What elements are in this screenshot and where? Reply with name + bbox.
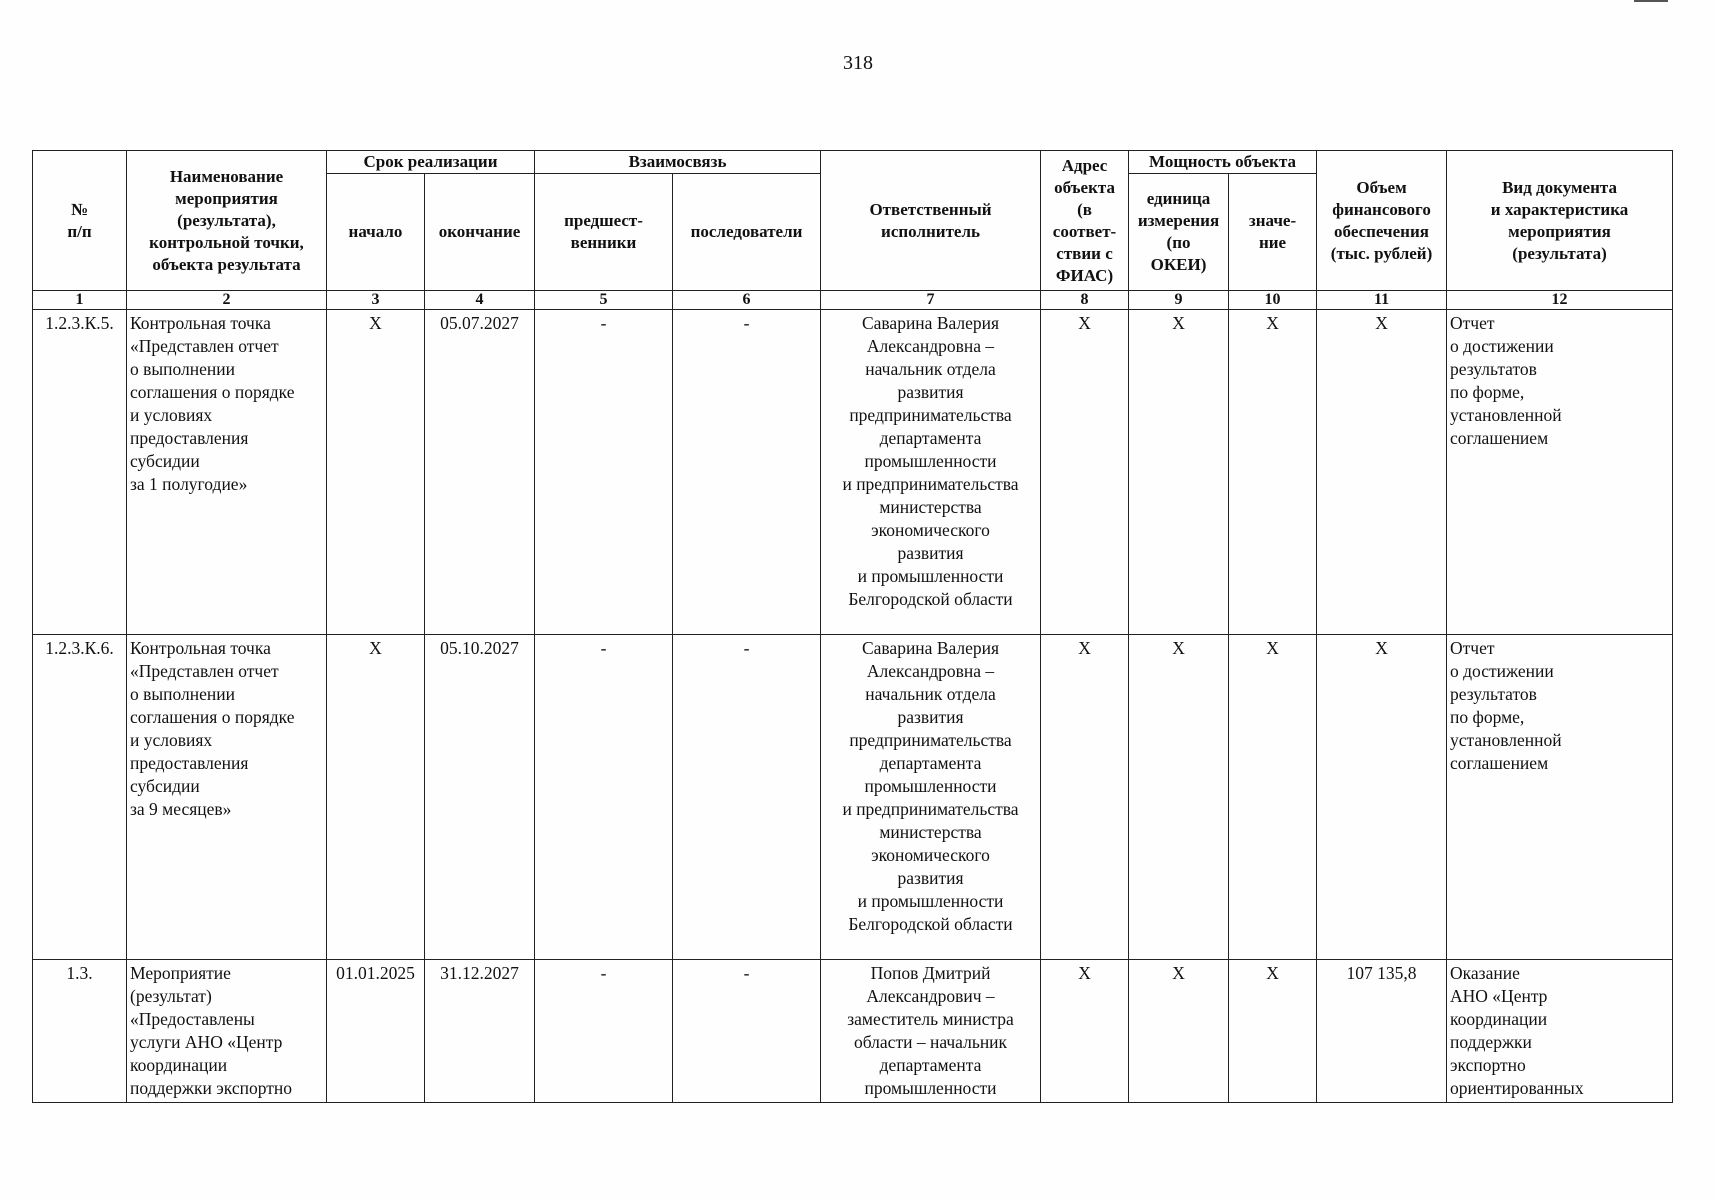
table-row xyxy=(33,635,1673,960)
row-unit: X xyxy=(1129,635,1229,960)
header-value: значе- ние xyxy=(1229,174,1317,291)
header-volume: Объем финансового обеспечения (тыс. рублей) xyxy=(1317,151,1447,291)
row-responsible: Саварина Валерия Александровна – начальник отдела развития предпринимательства департамента промышленности и предпринимательства министерства экономического развития и промышленности Белгородской области xyxy=(821,635,1041,960)
row-responsible: Саварина Валерия Александровна – начальник отдела развития предпринимательства департамента промышленности и предпринимательства министерства экономического развития и промышленности Белгородской области xyxy=(821,310,1041,635)
header-term-group: Срок реализации xyxy=(327,151,535,174)
row-num: 1.3. xyxy=(33,960,127,1103)
row-predecessors: - xyxy=(535,960,673,1103)
header-unit: единица измерения (по ОКЕИ) xyxy=(1129,174,1229,291)
table-row xyxy=(33,960,1673,1103)
row-successors: - xyxy=(673,310,821,635)
row-num: 1.2.3.К.6. xyxy=(33,635,127,960)
row-doc-type: Отчет о достижении результатов по форме, установленной соглашением xyxy=(1447,310,1673,635)
row-predecessors: - xyxy=(535,310,673,635)
row-end: 31.12.2027 xyxy=(425,960,535,1103)
header-name: Наименование мероприятия (результата), контрольной точки, объекта результата xyxy=(127,151,327,291)
row-value: X xyxy=(1229,635,1317,960)
scan-mark xyxy=(1634,0,1668,2)
row-end: 05.07.2027 xyxy=(425,310,535,635)
row-start: X xyxy=(327,310,425,635)
column-number: 12 xyxy=(1447,291,1673,310)
header-address: Адрес объекта (в соответ- ствии с ФИАС) xyxy=(1041,151,1129,291)
row-address: X xyxy=(1041,310,1129,635)
header-predecessors: предшест- венники xyxy=(535,174,673,291)
row-value: X xyxy=(1229,960,1317,1103)
row-volume: X xyxy=(1317,310,1447,635)
column-number: 2 xyxy=(127,291,327,310)
column-number: 3 xyxy=(327,291,425,310)
row-name: Мероприятие (результат) «Предоставлены услуги АНО «Центр координации поддержки экспортно xyxy=(127,960,327,1103)
row-end: 05.10.2027 xyxy=(425,635,535,960)
row-start: X xyxy=(327,635,425,960)
row-predecessors: - xyxy=(535,635,673,960)
header-successors: последователи xyxy=(673,174,821,291)
header-start: начало xyxy=(327,174,425,291)
row-volume: X xyxy=(1317,635,1447,960)
header-responsible: Ответственный исполнитель xyxy=(821,151,1041,291)
column-number: 6 xyxy=(673,291,821,310)
row-address: X xyxy=(1041,960,1129,1103)
row-volume: 107 135,8 xyxy=(1317,960,1447,1103)
row-responsible: Попов Дмитрий Александрович – заместитель министра области – начальник департамента промышленности xyxy=(821,960,1041,1103)
row-doc-type: Отчет о достижении результатов по форме, установленной соглашением xyxy=(1447,635,1673,960)
row-num: 1.2.3.К.5. xyxy=(33,310,127,635)
row-name: Контрольная точка «Представлен отчет о выполнении соглашения о порядке и условиях предоставления субсидии за 9 месяцев» xyxy=(127,635,327,960)
events-table xyxy=(32,150,1673,1103)
row-unit: X xyxy=(1129,310,1229,635)
row-doc-type: Оказание АНО «Центр координации поддержки экспортно ориентированных xyxy=(1447,960,1673,1103)
column-number: 4 xyxy=(425,291,535,310)
events-table-wrapper xyxy=(32,150,1673,1103)
row-unit: X xyxy=(1129,960,1229,1103)
column-number: 7 xyxy=(821,291,1041,310)
column-numbers-row xyxy=(33,291,1673,310)
header-num: № п/п xyxy=(33,151,127,291)
row-value: X xyxy=(1229,310,1317,635)
page-number: 318 xyxy=(843,52,873,74)
header-link-group: Взаимосвязь xyxy=(535,151,821,174)
column-number: 8 xyxy=(1041,291,1129,310)
header-end: окончание xyxy=(425,174,535,291)
header-doc-type: Вид документа и характеристика мероприятия (результата) xyxy=(1447,151,1673,291)
row-successors: - xyxy=(673,635,821,960)
column-number: 10 xyxy=(1229,291,1317,310)
column-number: 1 xyxy=(33,291,127,310)
row-name: Контрольная точка «Представлен отчет о выполнении соглашения о порядке и условиях предоставления субсидии за 1 полугодие» xyxy=(127,310,327,635)
column-number: 11 xyxy=(1317,291,1447,310)
row-successors: - xyxy=(673,960,821,1103)
row-address: X xyxy=(1041,635,1129,960)
column-number: 5 xyxy=(535,291,673,310)
column-number: 9 xyxy=(1129,291,1229,310)
header-capacity-group: Мощность объекта xyxy=(1129,151,1317,174)
row-start: 01.01.2025 xyxy=(327,960,425,1103)
table-row xyxy=(33,310,1673,635)
